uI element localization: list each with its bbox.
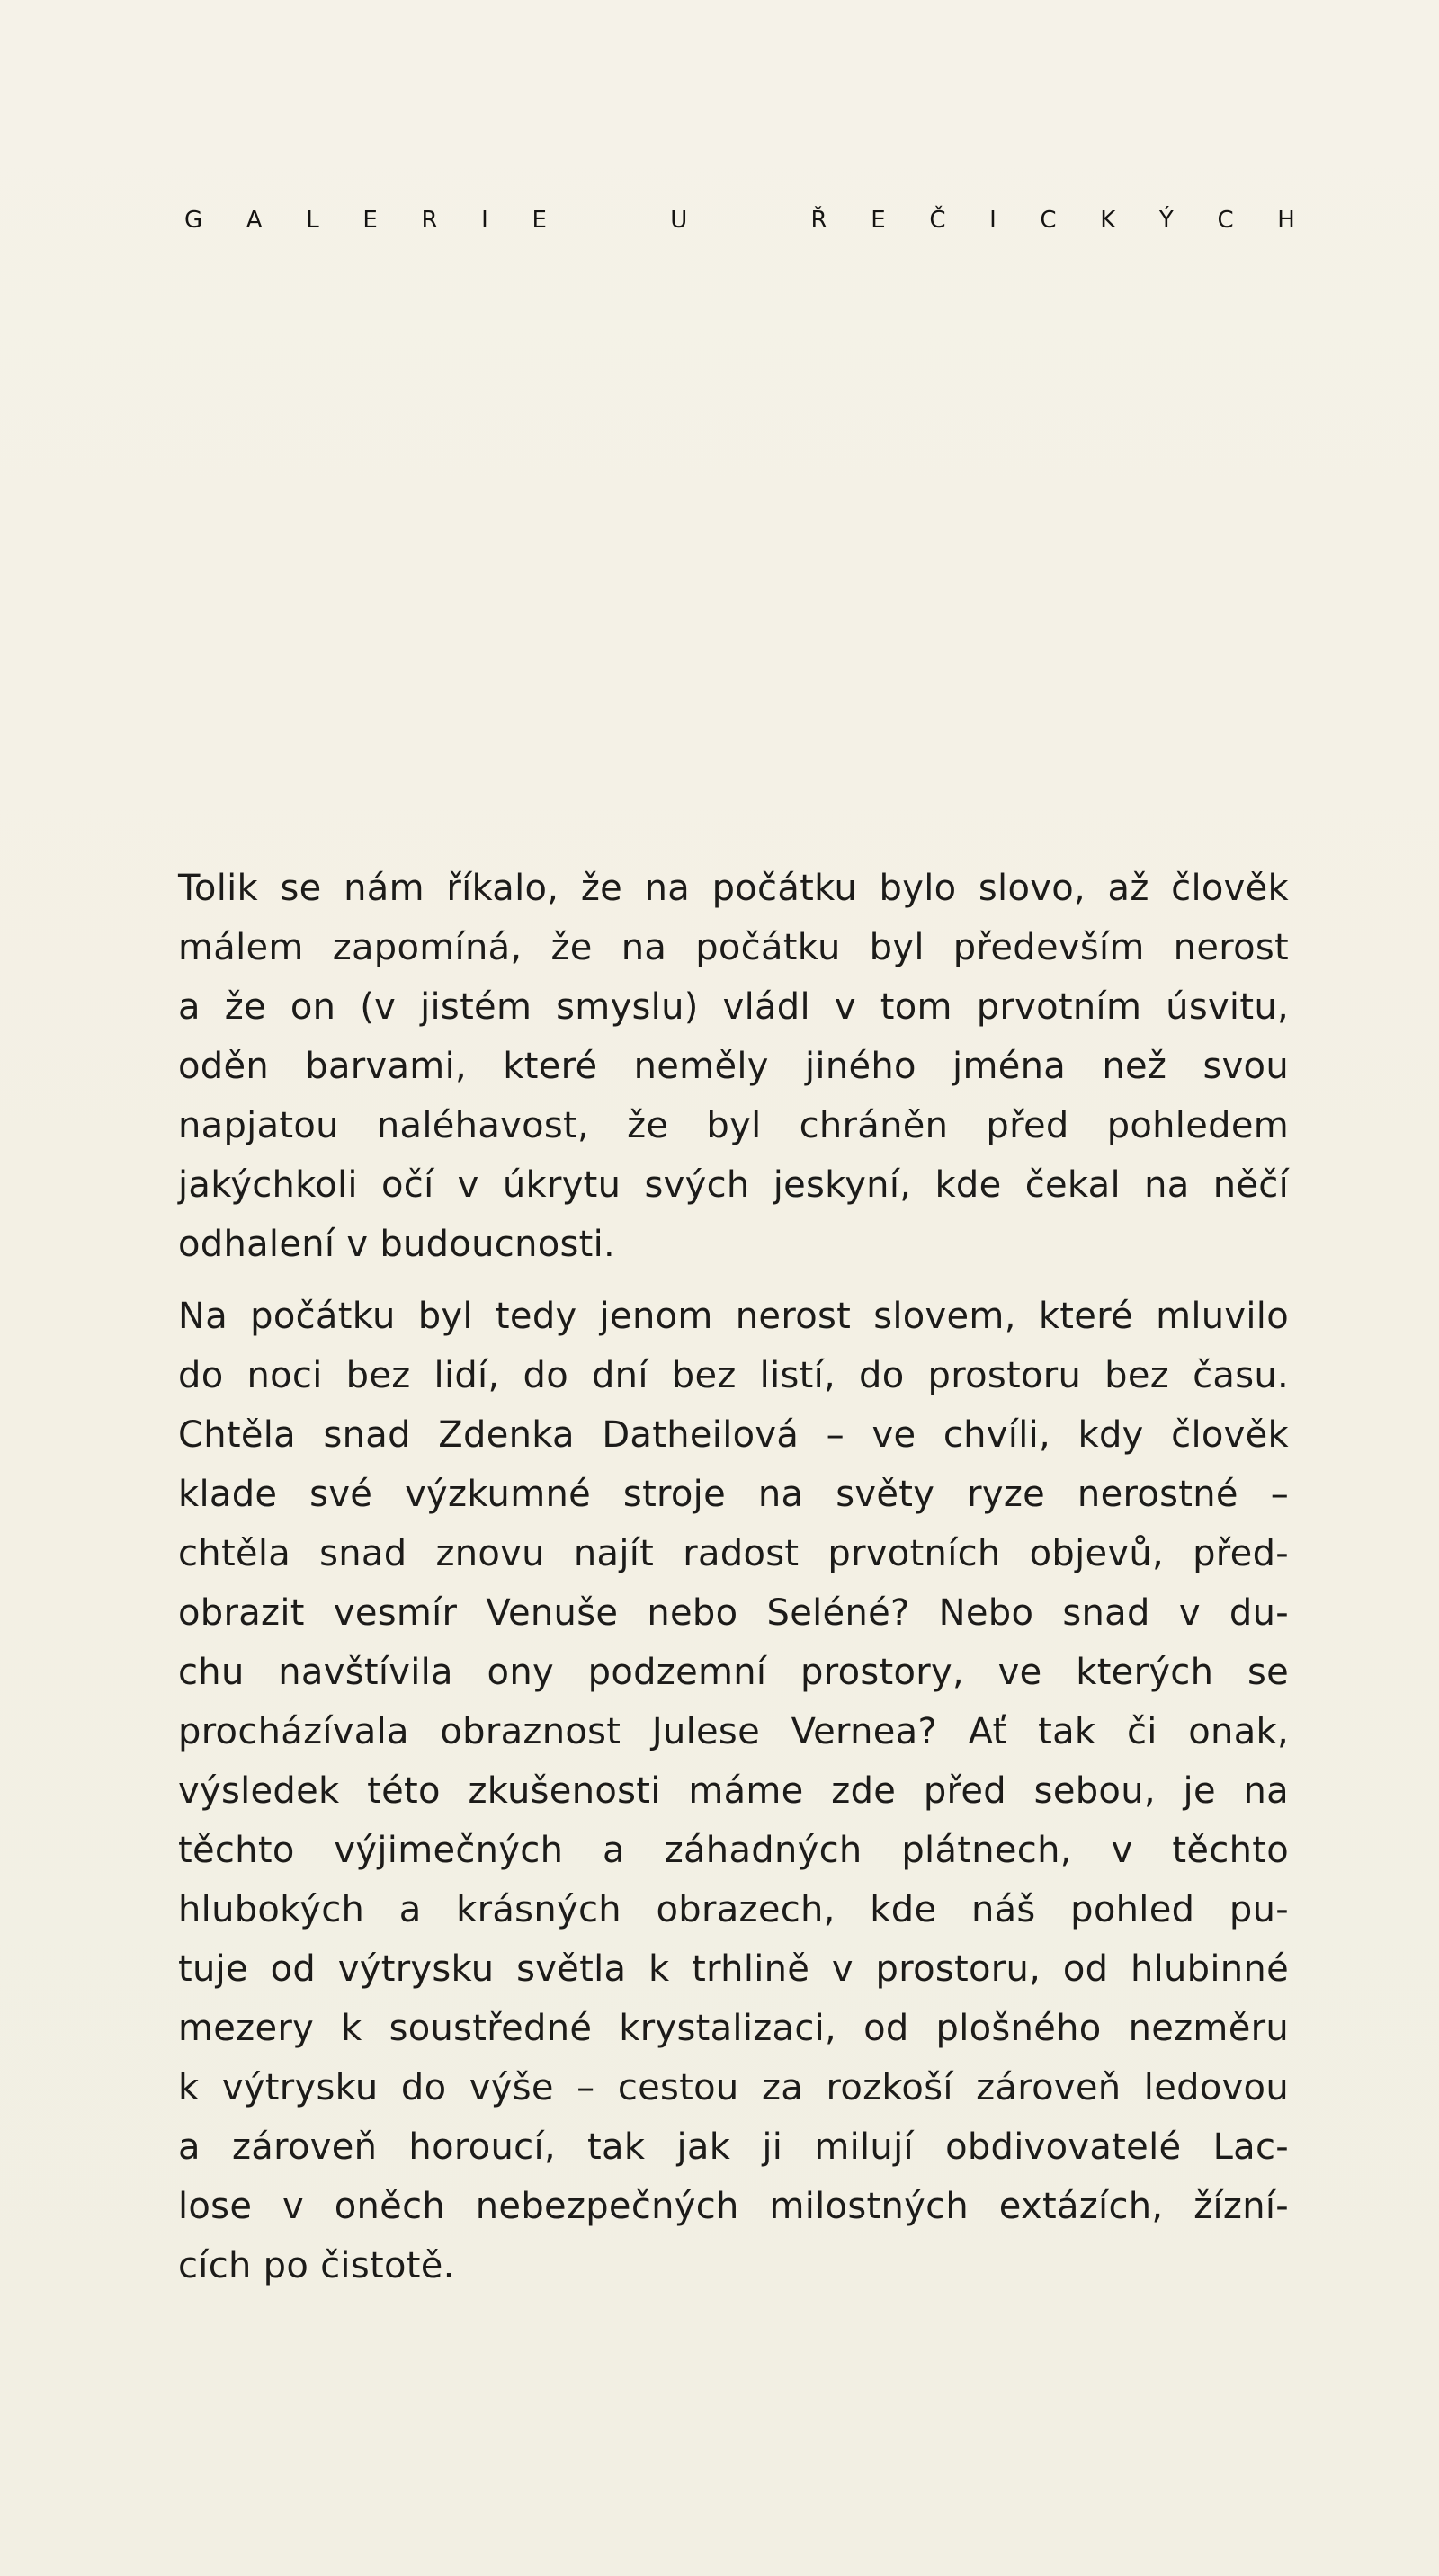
header-letter: E [532, 207, 547, 234]
header-letter: C [1217, 207, 1234, 234]
text-line: mezery k soustředné krystalizaci, od plošného nezměru [178, 2008, 1289, 2049]
text-line: Chtěla snad Zdenka Datheilová – ve chvíli, kdy člověk [178, 1414, 1289, 1456]
header-letter: L [306, 207, 319, 234]
text-line: chtěla snad znovu najít radost prvotních objevů, před- [178, 1533, 1289, 1574]
text-line: tuje od výtrysku světla k trhlině v prostoru, od hlubinné [178, 1948, 1289, 1990]
header-letter: I [481, 207, 488, 234]
header-letter: I [989, 207, 997, 234]
text-line: a zároveň horoucí, tak jak ji milují obdivovatelé Lac- [178, 2126, 1289, 2168]
header-letter: C [1040, 207, 1057, 234]
essay-text [178, 859, 1289, 2308]
header-letter: R [421, 207, 438, 234]
header-letter: G [184, 207, 203, 234]
header-letter: K [1100, 207, 1116, 234]
text-line: výsledek této zkušenosti máme zde před sebou, je na [178, 1770, 1289, 1812]
text-line: napjatou naléhavost, že byl chráněn před pohledem [178, 1105, 1289, 1146]
header-letter: Ř [810, 207, 827, 234]
header-letter: H [1277, 207, 1295, 234]
text-line: procházívala obraznost Julese Vernea? Ať tak či onak, [178, 1711, 1289, 1752]
header-letter: Ý [1158, 207, 1174, 234]
text-line: klade své výzkumné stroje na světy ryze nerostné – [178, 1474, 1289, 1515]
text-line: lose v oněch nebezpečných milostných extázích, žízní- [178, 2186, 1289, 2227]
header-letter: Č [929, 207, 946, 234]
gallery-header [184, 209, 1295, 232]
text-line: těchto výjimečných a záhadných plátnech, v těchto [178, 1830, 1289, 1871]
text-line: do noci bez lidí, do dní bez listí, do prostoru bez času. [178, 1355, 1289, 1396]
paragraph-2 [178, 1287, 1289, 2295]
text-line: Na počátku byl tedy jenom nerost slovem, které mluvilo [178, 1296, 1289, 1337]
text-line: chu navštívila ony podzemní prostory, ve kterých se [178, 1652, 1289, 1693]
text-line: cích po čistotě. [178, 2245, 455, 2286]
text-line: málem zapomíná, že na počátku byl především nerost [178, 927, 1289, 968]
text-line: Tolik se nám říkalo, že na počátku bylo slovo, až člověk [178, 868, 1289, 909]
text-line: oděn barvami, které neměly jiného jména než svou [178, 1046, 1289, 1087]
header-letter: E [362, 207, 378, 234]
text-line: hlubokých a krásných obrazech, kde náš pohled pu- [178, 1889, 1289, 1930]
header-letter: E [871, 207, 886, 234]
text-line: a že on (v jistém smyslu) vládl v tom prvotním úsvitu, [178, 986, 1289, 1028]
text-line: obrazit vesmír Venuše nebo Seléné? Nebo snad v du- [178, 1592, 1289, 1634]
header-letter: A [246, 207, 263, 234]
text-line: k výtrysku do výše – cestou za rozkoší zároveň ledovou [178, 2067, 1289, 2108]
header-letter: U [670, 207, 688, 234]
text-line: odhalení v budoucnosti. [178, 1224, 616, 1265]
paragraph-1 [178, 859, 1289, 1274]
text-line: jakýchkoli očí v úkrytu svých jeskyní, kde čekal na něčí [178, 1164, 1289, 1206]
